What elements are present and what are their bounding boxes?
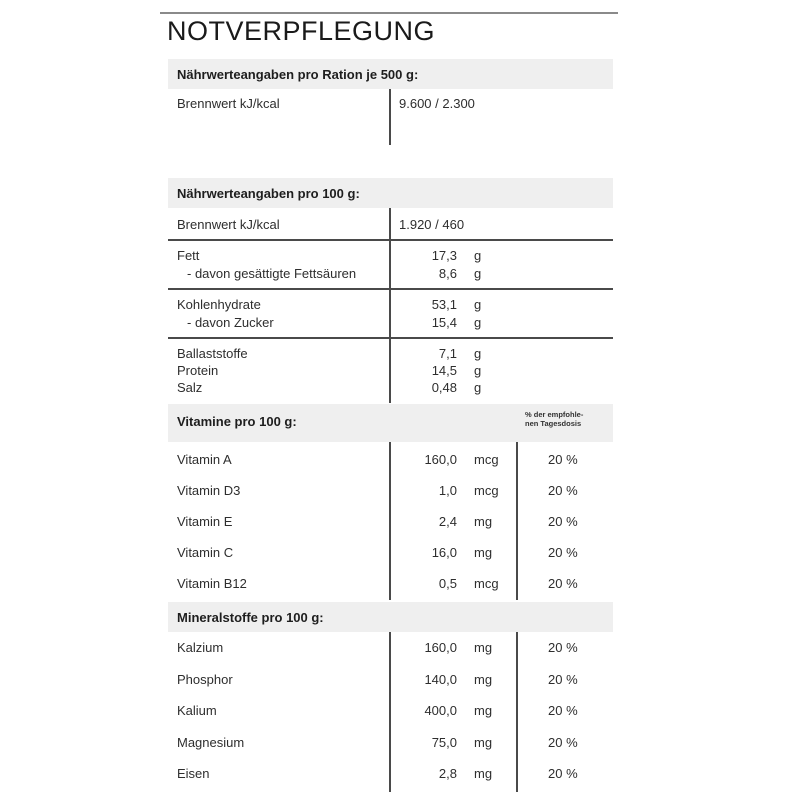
nutrient-value: 53,1 xyxy=(431,297,457,312)
nutrient-value: 7,1 xyxy=(438,346,457,361)
minerals-label: Eisen xyxy=(177,766,210,782)
vitamins-unit: mg xyxy=(474,514,493,529)
vitamins-label: Vitamin B12 xyxy=(177,576,247,591)
vitamins-value: 2,4 xyxy=(438,514,457,529)
vitamins-value: 160,0 xyxy=(424,452,457,467)
nutrient-label: Salz xyxy=(177,380,203,395)
nutrient-value: 0,48 xyxy=(431,380,457,395)
ration-heading: Nährwerteangaben pro Ration je 500 g: xyxy=(177,67,419,82)
minerals-label: Phosphor xyxy=(177,671,233,687)
nutrient-label: Kohlenhydrate xyxy=(177,297,261,312)
nutrient-value: 15,4 xyxy=(431,315,457,330)
minerals-value: 400,0 xyxy=(424,703,457,719)
minerals-label: Kalzium xyxy=(177,640,224,655)
minerals-unit: mg xyxy=(474,640,493,655)
minerals-value: 75,0 xyxy=(431,734,457,750)
column-divider xyxy=(389,89,391,145)
ration-energy-label: Brennwert kJ/kcal xyxy=(177,96,280,111)
per100-energy-label: Brennwert kJ/kcal xyxy=(177,217,280,232)
vitamins-value: 0,5 xyxy=(438,576,457,591)
minerals-label: Kalium xyxy=(177,703,217,719)
vitamins-unit: mg xyxy=(474,545,493,560)
minerals-label: Magnesium xyxy=(177,734,245,750)
page-title: NOTVERPFLEGUNG xyxy=(167,16,436,46)
nutrient-label: Protein xyxy=(177,363,219,378)
nutrient-label: - davon gesättigte Fettsäuren xyxy=(187,266,357,281)
vitamins-rdi-percent: 20 % xyxy=(548,452,578,467)
rdi-header-line: nen Tagesdosis xyxy=(525,419,582,428)
nutrient-unit: g xyxy=(474,266,482,281)
top-rule xyxy=(160,12,618,14)
vitamins-label: Vitamin E xyxy=(177,514,233,529)
vitamins-label: Vitamin D3 xyxy=(177,483,241,498)
per100-header xyxy=(168,178,613,208)
minerals-rdi-percent: 20 % xyxy=(548,640,578,655)
column-divider xyxy=(389,632,391,792)
minerals-rdi-percent: 20 % xyxy=(548,766,578,782)
vitamins-unit: mcg xyxy=(474,483,499,498)
rdi-header-line: % der empfohle- xyxy=(525,410,584,419)
nutrient-unit: g xyxy=(474,297,482,312)
vitamins-rdi-percent: 20 % xyxy=(548,545,578,560)
ration-energy-value: 9.600 / 2.300 xyxy=(399,96,475,111)
row-divider xyxy=(168,239,613,241)
minerals-rdi-percent: 20 % xyxy=(548,671,578,687)
row-divider xyxy=(168,337,613,339)
vitamins-heading: Vitamine pro 100 g: xyxy=(177,414,297,429)
vitamins-unit: mcg xyxy=(474,452,499,467)
ration-header xyxy=(168,59,613,89)
nutrient-value: 14,5 xyxy=(431,363,457,378)
vitamins-label: Vitamin C xyxy=(177,545,234,560)
minerals-rdi-percent: 20 % xyxy=(548,734,578,750)
rdi-column-header xyxy=(525,410,583,428)
column-divider xyxy=(389,208,391,403)
nutrient-value: 17,3 xyxy=(431,248,457,263)
minerals-header xyxy=(168,602,613,632)
minerals-value: 2,8 xyxy=(438,766,457,782)
minerals-unit: mg xyxy=(474,703,493,719)
nutrient-unit: g xyxy=(474,248,482,263)
vitamins-rdi-percent: 20 % xyxy=(548,483,578,498)
per100-energy-value: 1.920 / 460 xyxy=(399,217,465,232)
nutrient-label: - davon Zucker xyxy=(187,315,274,330)
vitamins-label: Vitamin A xyxy=(177,452,232,467)
per100-heading: Nährwerteangaben pro 100 g: xyxy=(177,186,360,201)
nutrient-unit: g xyxy=(474,315,482,330)
row-divider xyxy=(168,288,613,290)
vitamins-rdi-percent: 20 % xyxy=(548,514,578,529)
vitamins-value: 1,0 xyxy=(438,483,457,498)
minerals-unit: mg xyxy=(474,671,493,687)
nutrient-unit: g xyxy=(474,363,482,378)
nutrient-unit: g xyxy=(474,380,482,395)
nutrient-label: Ballaststoffe xyxy=(177,346,248,361)
minerals-value: 140,0 xyxy=(424,671,457,687)
minerals-rdi-percent: 20 % xyxy=(548,703,578,719)
column-divider xyxy=(516,632,518,792)
vitamins-rdi-percent: 20 % xyxy=(548,576,578,591)
vitamins-unit: mcg xyxy=(474,576,499,591)
minerals-value: 160,0 xyxy=(424,640,457,655)
vitamins-value: 16,0 xyxy=(431,545,457,560)
minerals-unit: mg xyxy=(474,734,493,750)
column-divider xyxy=(389,442,391,600)
column-divider xyxy=(516,442,518,600)
nutrient-value: 8,6 xyxy=(438,266,457,281)
nutrient-label: Fett xyxy=(177,248,200,263)
minerals-unit: mg xyxy=(474,766,493,782)
nutrient-unit: g xyxy=(474,346,482,361)
minerals-heading: Mineralstoffe pro 100 g: xyxy=(177,610,324,625)
